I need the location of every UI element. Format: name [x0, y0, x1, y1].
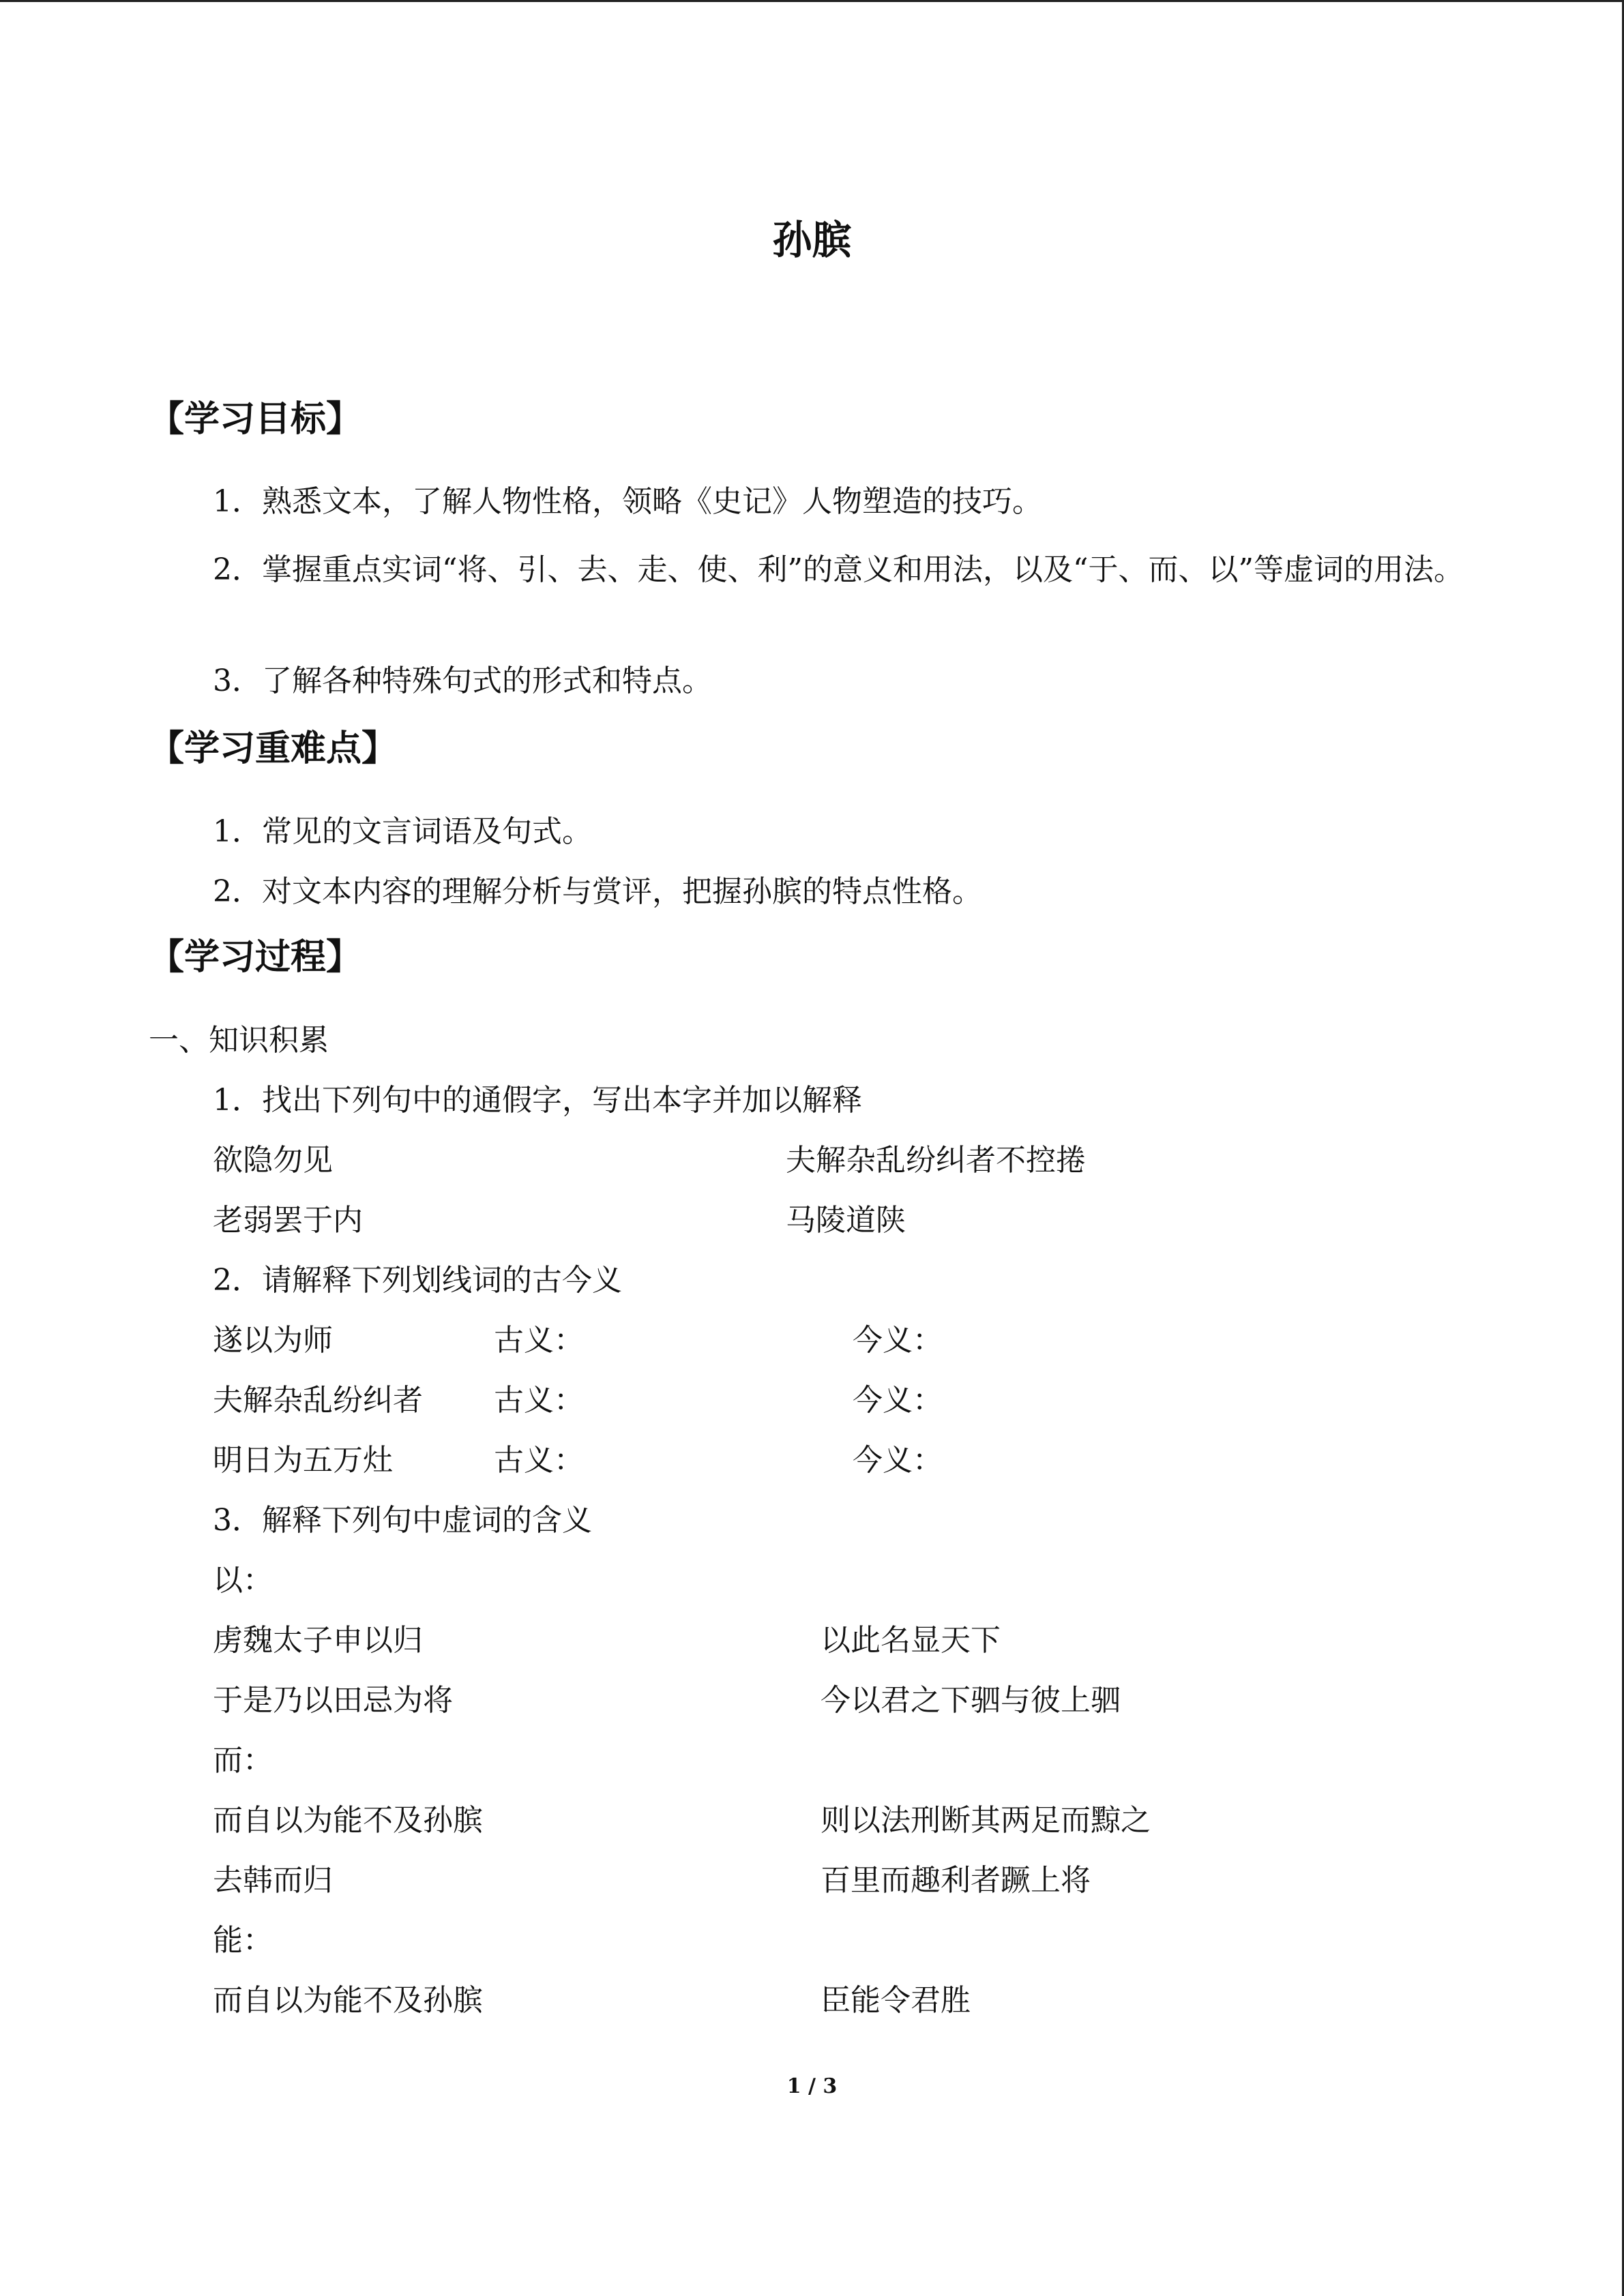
- q2-old-meaning-label: 古义：: [494, 1383, 584, 1418]
- q1-item: 欲隐勿见: [213, 1143, 333, 1178]
- q2-new-meaning-label: 今义：: [853, 1443, 943, 1478]
- q1-item: 老弱罢于内: [213, 1203, 363, 1238]
- goal-item-2: 2．掌握重点实词“将、引、去、走、使、利”的意义和用法，以及“于、而、以”等虚词的用法。: [213, 552, 1464, 587]
- q3-sentence: 则以法刑断其两足而黥之: [821, 1803, 1151, 1838]
- q3-sentence: 于是乃以田忌为将: [213, 1683, 453, 1718]
- page-number: 1 / 3: [786, 2074, 838, 2098]
- q1-item: 夫解杂乱纷纠者不控捲: [786, 1143, 1086, 1178]
- q2-phrase: 夫解杂乱纷纠者: [213, 1383, 423, 1418]
- document-title: 孙膑: [772, 217, 852, 263]
- heading-learning-process: 【学习过程】: [149, 937, 362, 978]
- q3-label-neng: 能：: [213, 1923, 273, 1958]
- q3-title: 3．解释下列句中虚词的含义: [213, 1503, 592, 1538]
- page-top-border: [0, 0, 1624, 2]
- q2-new-meaning-label: 今义：: [853, 1323, 943, 1358]
- q3-sentence: 虏魏太子申以归: [213, 1623, 423, 1658]
- q3-sentence: 臣能令君胜: [821, 1983, 971, 2018]
- q3-sentence: 去韩而归: [213, 1863, 333, 1898]
- q2-new-meaning-label: 今义：: [853, 1383, 943, 1418]
- q1-title: 1．找出下列句中的通假字，写出本字并加以解释: [213, 1083, 862, 1118]
- q3-label-yi: 以：: [213, 1563, 273, 1598]
- key-item-2: 2．对文本内容的理解分析与赏评，把握孙膑的特点性格。: [213, 874, 982, 909]
- q3-sentence: 百里而趣利者蹶上将: [821, 1863, 1091, 1898]
- heading-key-points: 【学习重难点】: [149, 728, 398, 769]
- q3-sentence: 而自以为能不及孙膑: [213, 1983, 483, 2018]
- heading-learning-goals: 【学习目标】: [149, 399, 362, 440]
- goal-item-1: 1．熟悉文本，了解人物性格，领略《史记》人物塑造的技巧。: [213, 484, 1042, 519]
- q2-phrase: 遂以为师: [213, 1323, 333, 1358]
- q2-old-meaning-label: 古义：: [494, 1323, 584, 1358]
- q3-label-er: 而：: [213, 1743, 273, 1778]
- q3-sentence: 今以君之下驷与彼上驷: [821, 1683, 1121, 1718]
- goal-item-3: 3．了解各种特殊句式的形式和特点。: [213, 664, 712, 698]
- q1-item: 马陵道陕: [786, 1203, 906, 1238]
- q3-sentence: 而自以为能不及孙膑: [213, 1803, 483, 1838]
- q2-title: 2．请解释下列划线词的古今义: [213, 1263, 622, 1298]
- q2-phrase: 明日为五万灶: [213, 1443, 393, 1478]
- q2-old-meaning-label: 古义：: [494, 1443, 584, 1478]
- part-knowledge: 一、知识积累: [149, 1023, 329, 1058]
- key-item-1: 1．常见的文言词语及句式。: [213, 814, 592, 849]
- q3-sentence: 以此名显天下: [821, 1623, 1001, 1658]
